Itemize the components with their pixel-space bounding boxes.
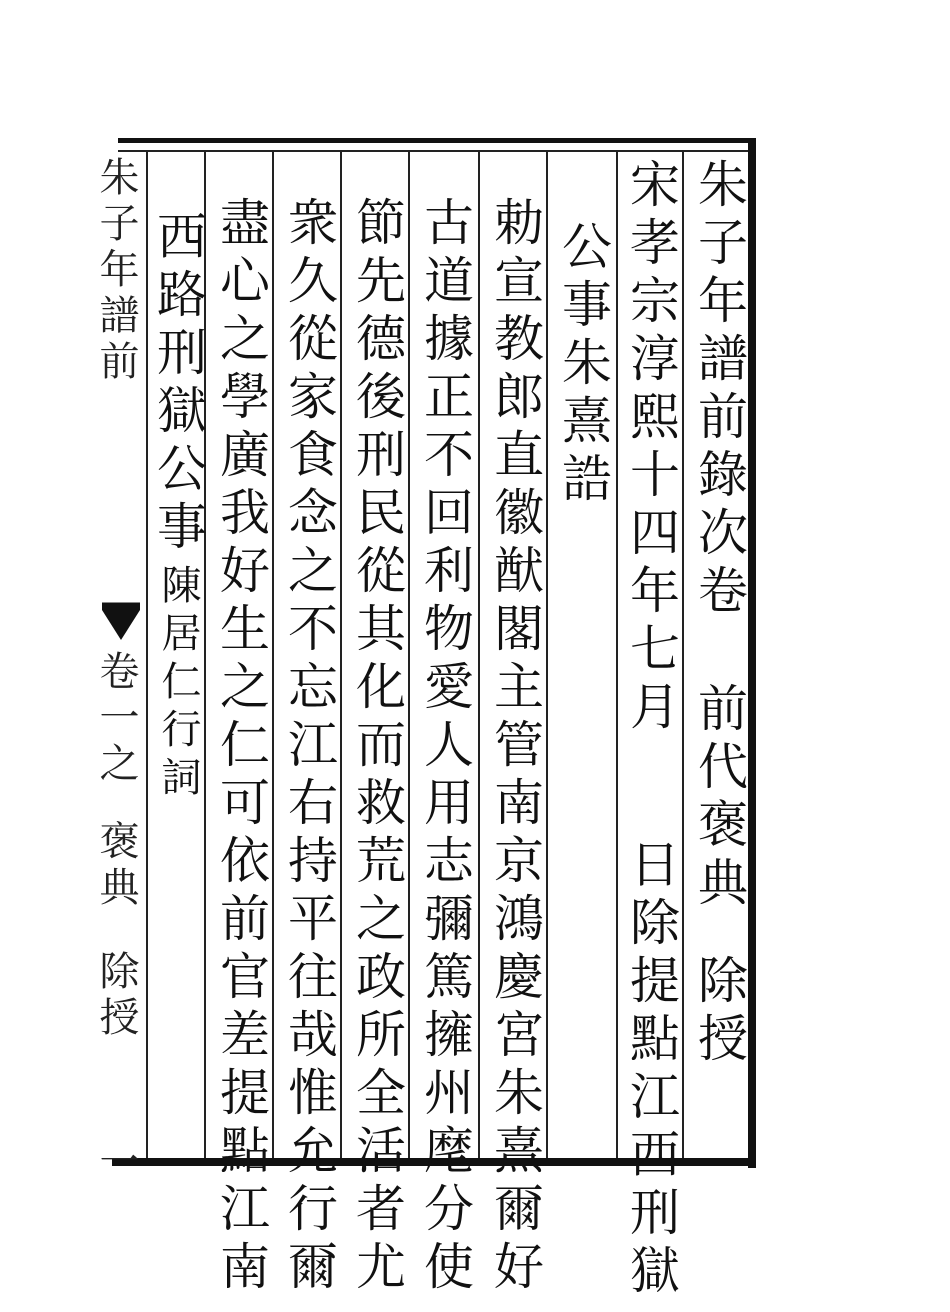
column-rule (478, 150, 480, 1158)
margin-volume: 卷一之 (93, 650, 139, 788)
text-column-6 (348, 196, 406, 1298)
body-text-line: 節先德後刑民從其化而救荒之政所全活者尤 (348, 196, 406, 1298)
column-rule (616, 150, 618, 1158)
author-attribution: 陳居仁行詞 (155, 564, 201, 804)
column-rule (682, 150, 684, 1158)
date-text: 宋孝宗淳熙十四年七月 (622, 158, 680, 738)
text-column-3 (554, 220, 612, 510)
frame-top-border (118, 138, 756, 143)
column-rule (146, 150, 148, 1158)
margin-page-number: 一 (93, 1140, 139, 1180)
margin-subsection: 除授 (93, 950, 139, 1042)
text-column-8 (212, 196, 270, 1298)
body-text-line: 勅宣教郎直徽猷閣主管南京鴻慶宮朱熹爾好 (486, 196, 544, 1298)
margin-book-title: 朱子年譜前 (93, 156, 139, 386)
column-rule (546, 150, 548, 1158)
text-column-9 (150, 210, 206, 804)
frame-right-border (748, 138, 756, 1168)
column-rule (340, 150, 342, 1158)
text-column-2 (622, 158, 680, 1302)
margin-section: 褒典 (93, 820, 139, 912)
text-column-1 (690, 158, 748, 1158)
text-column-4 (486, 196, 544, 1298)
book-title: 朱子年譜前錄次卷 (690, 158, 748, 622)
appointment-text: 日除提點江西刑獄 (622, 838, 680, 1302)
decree-heading: 公事朱熹誥 (554, 220, 612, 510)
fishtail-mark-icon (100, 602, 142, 642)
body-text-line: 古道據正不回利物愛人用志彌篤擁州麾分使 (416, 196, 474, 1298)
column-rule (408, 150, 410, 1158)
frame-top-inner-border (118, 150, 748, 152)
body-text-line: 西路刑獄公事 (149, 210, 207, 558)
body-text-line: 盡心之學廣我好生之仁可依前官差提點江南 (212, 196, 270, 1298)
text-column-7 (280, 196, 338, 1298)
text-column-5 (416, 196, 474, 1298)
column-rule (272, 150, 274, 1158)
page-margin (93, 150, 146, 1180)
body-text-line: 衆久從家食念之不忘江右持平往哉惟允行爾 (280, 196, 338, 1298)
subsection-heading: 除授 (690, 954, 748, 1070)
section-heading: 前代褒典 (690, 682, 748, 914)
